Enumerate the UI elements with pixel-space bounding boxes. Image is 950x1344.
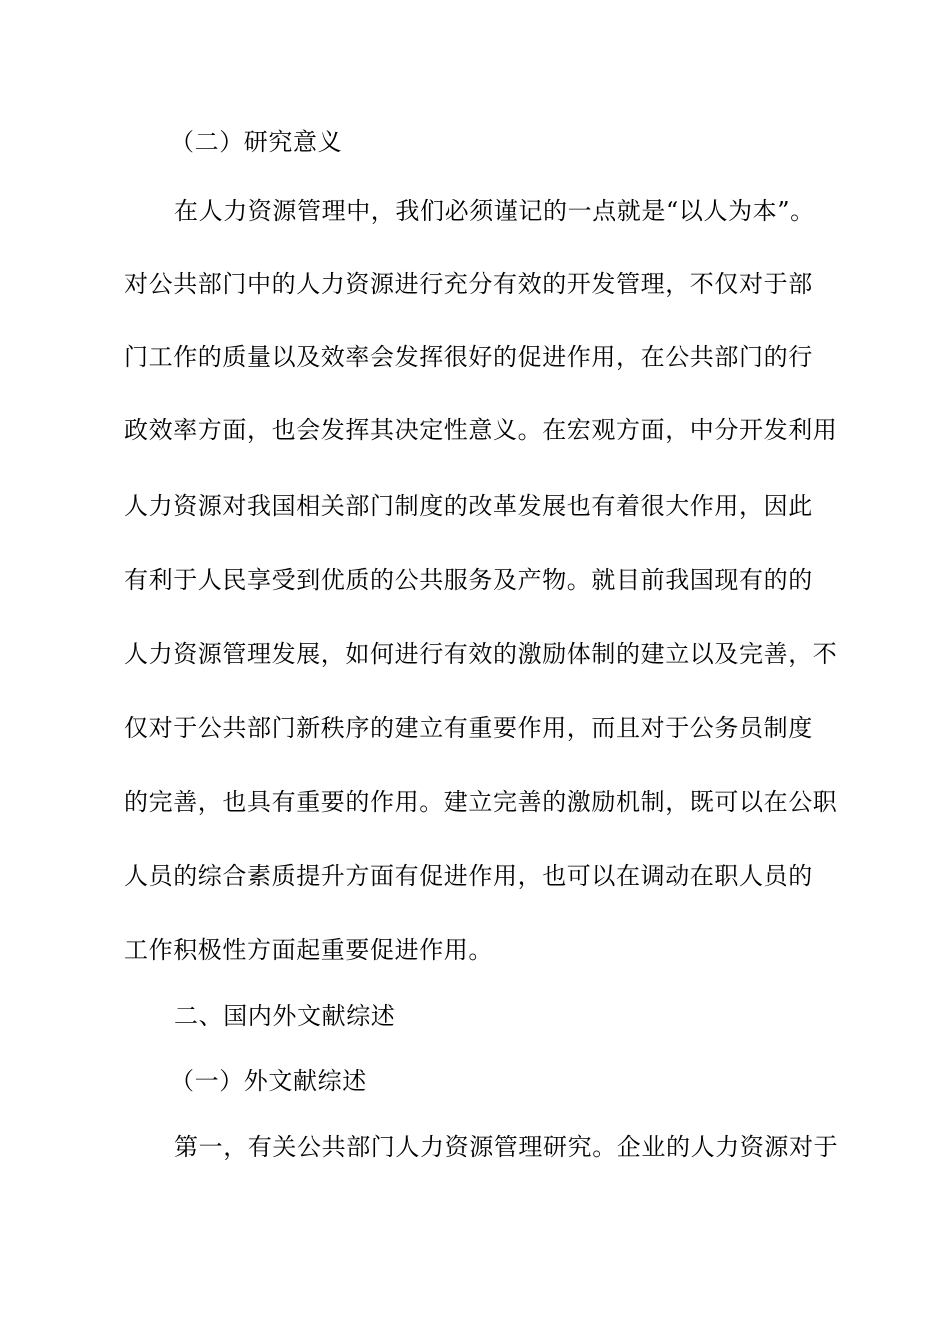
paragraph-line: 对公共部门中的人力资源进行充分有效的开发管理，不仅对于部 bbox=[124, 270, 813, 298]
paragraph-line: 仅对于公共部门新秩序的建立有重要作用，而且对于公务员制度 bbox=[124, 714, 813, 742]
paragraph-line: 政效率方面，也会发挥其决定性意义。在宏观方面，中分开发利用 bbox=[124, 416, 838, 444]
paragraph-line: 人力资源对我国相关部门制度的改革发展也有着很大作用，因此 bbox=[124, 492, 813, 520]
paragraph-line: 的完善，也具有重要的作用。建立完善的激励机制，既可以在公职 bbox=[124, 788, 838, 816]
paragraph-line: 门工作的质量以及效率会发挥很好的促进作用，在公共部门的行 bbox=[124, 343, 813, 371]
paragraph-line: 人员的综合素质提升方面有促进作用，也可以在调动在职人员的 bbox=[124, 862, 813, 890]
paragraph-line: 有利于人民享受到优质的公共服务及产物。就目前我国现有的的 bbox=[124, 566, 813, 594]
paragraph-line: 在人力资源管理中，我们必须谨记的一点就是“以人为本”。 bbox=[174, 197, 815, 225]
paragraph-line: 人力资源管理发展，如何进行有效的激励体制的建立以及完善，不 bbox=[124, 640, 838, 668]
section-heading-foreign-review: （一）外文献综述 bbox=[170, 1067, 367, 1095]
paragraph-line: 第一，有关公共部门人力资源管理研究。企业的人力资源对于 bbox=[174, 1133, 839, 1161]
section-heading-literature-review: 二、国内外文献综述 bbox=[174, 1002, 396, 1030]
paragraph-line: 工作积极性方面起重要促进作用。 bbox=[124, 936, 493, 964]
section-heading-research-significance: （二）研究意义 bbox=[170, 128, 343, 156]
